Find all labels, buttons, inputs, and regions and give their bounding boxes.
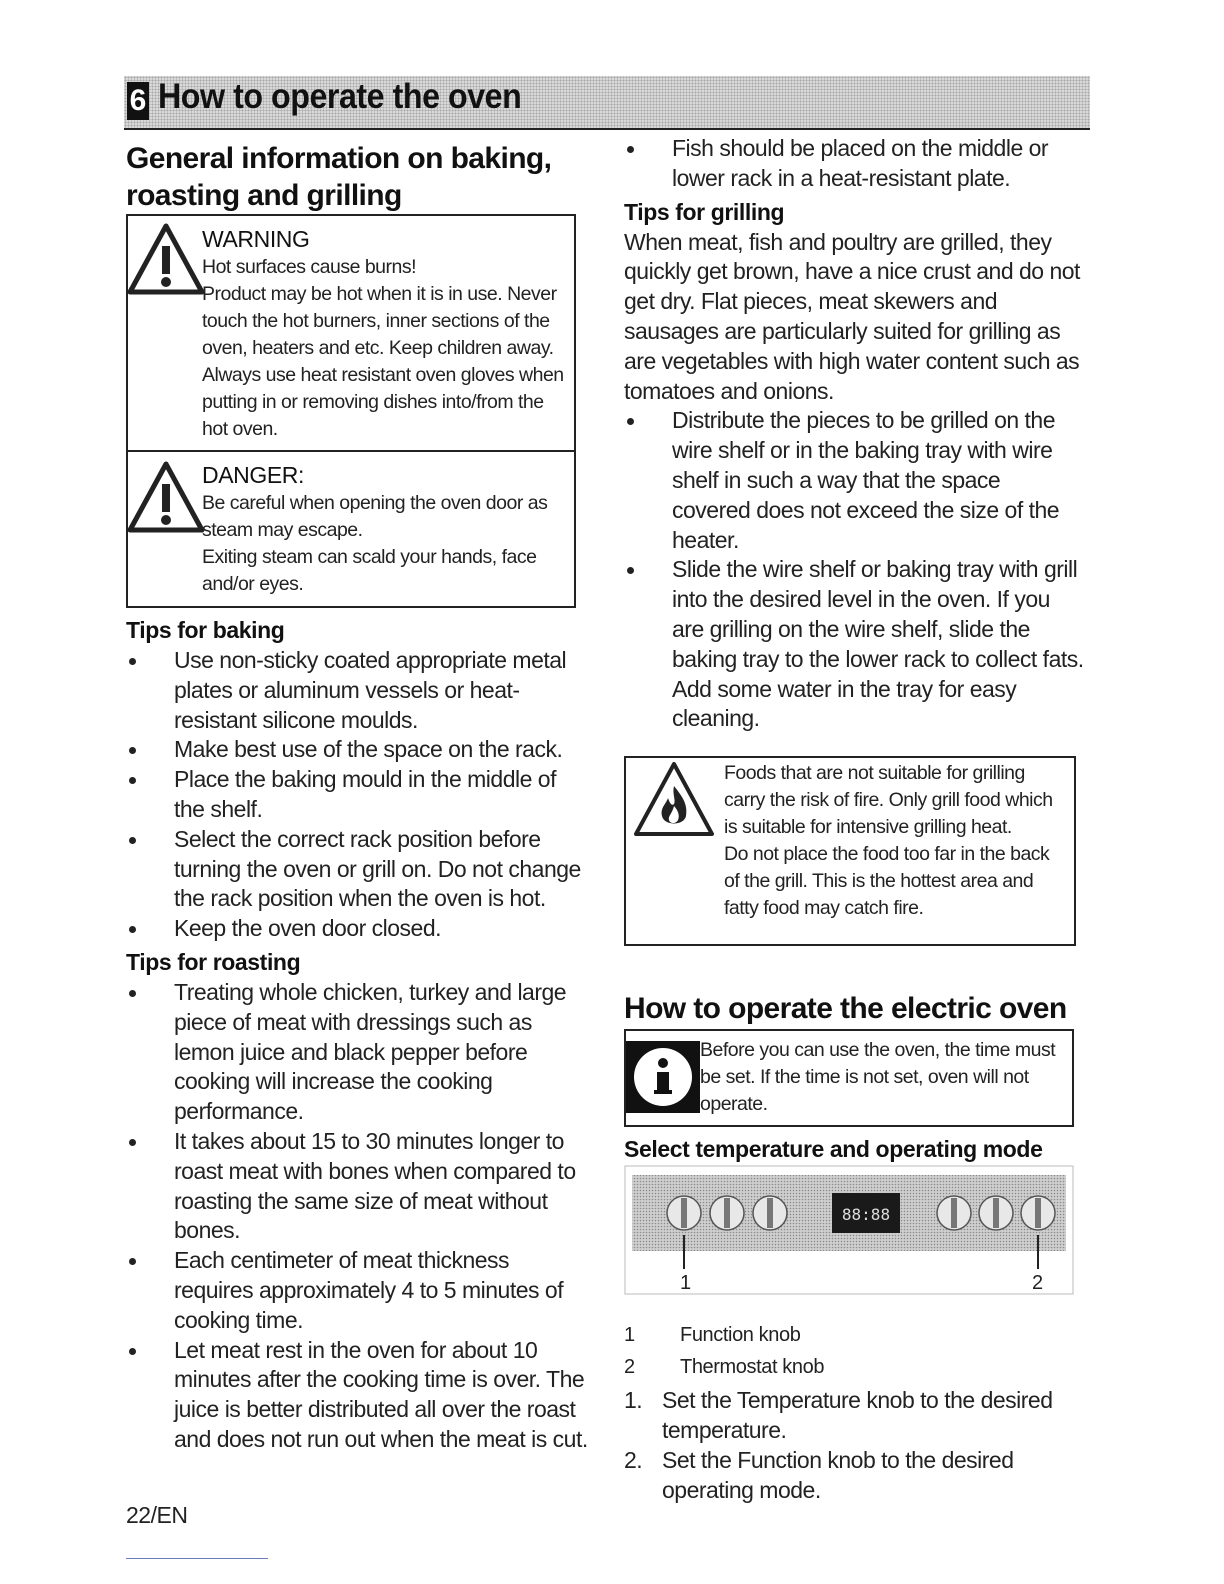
page-number: 22/EN bbox=[126, 1502, 188, 1528]
list-item: Each centimeter of meat thickness requires approximately 4 to 5 minutes of cooking time. bbox=[126, 1246, 592, 1335]
timer-display: 88:88 bbox=[841, 1205, 891, 1225]
tips-roasting-list bbox=[126, 978, 592, 1455]
danger-box bbox=[126, 452, 576, 608]
list-item: Distribute the pieces to be grilled on the wire shelf or in the baking tray with wire shelf in such a way that the space covered does not exceed the size of the heater. bbox=[624, 406, 1084, 555]
section-header bbox=[124, 76, 1090, 130]
select-heading: Select temperature and operating mode bbox=[624, 1136, 1043, 1163]
tips-grilling-heading: Tips for grilling bbox=[624, 198, 785, 225]
legend bbox=[624, 1319, 1084, 1383]
electric-oven-heading: How to operate the electric oven bbox=[624, 992, 1067, 1026]
tips-baking-list bbox=[126, 646, 592, 944]
tips-grilling-list bbox=[624, 406, 1084, 734]
danger-title: DANGER: bbox=[202, 462, 304, 488]
left-column bbox=[126, 140, 592, 1455]
step-item: 2. Set the Function knob to the desired operating mode. bbox=[624, 1447, 1014, 1504]
tips-grilling-intro: When meat, fish and poultry are grilled, they quickly get brown, have a nice crust and do not get dry. Flat pieces, meat skewers and sausages are particularly suited for grilling as are vegetables with high water content such as tomatoes and onions. bbox=[624, 228, 1080, 404]
list-item: It takes about 15 to 30 minutes longer to roast meat with bones when compared to roasting the same size of meat without bones. bbox=[126, 1127, 592, 1246]
section-title: How to operate the oven bbox=[158, 77, 522, 116]
footer-rule bbox=[126, 1558, 268, 1559]
warning-text: Product may be hot when it is in use. Never touch the hot burners, inner sections of the oven, heaters and etc. Keep children away. Always use heat resistant oven gloves when putting in or removing dishes into/from the hot oven. bbox=[202, 283, 564, 440]
knob-1 bbox=[667, 1196, 701, 1230]
fire-hazard-icon bbox=[632, 760, 716, 840]
control-panel-figure bbox=[624, 1165, 1074, 1295]
fish-list bbox=[624, 134, 1084, 194]
knob-3 bbox=[753, 1196, 787, 1230]
fire-warning-box bbox=[624, 756, 1076, 946]
general-info-heading: General information on baking, roasting and grilling bbox=[126, 142, 552, 212]
info-box bbox=[624, 1029, 1074, 1127]
knob-2 bbox=[710, 1196, 744, 1230]
list-item: Treating whole chicken, turkey and large piece of meat with dressings such as lemon juice and black pepper before cooking will increase the cooking performance. bbox=[126, 978, 592, 1127]
tips-baking-heading: Tips for baking bbox=[126, 617, 285, 643]
callout-1: 1 bbox=[680, 1272, 692, 1295]
list-item: Slide the wire shelf or baking tray with grill into the desired level in the oven. If you are grilling on the wire shelf, slide the baking tray to the lower rack to collect fats. Add some water in the tray for easy cleaning. bbox=[624, 555, 1084, 734]
knob-4 bbox=[937, 1196, 971, 1230]
list-item: Make best use of the space on the rack. bbox=[126, 735, 592, 765]
info-text: Before you can use the oven, the time must be set. If the time is not set, oven will not operate. bbox=[700, 1039, 1056, 1116]
list-item: Use non-sticky coated appropriate metal plates or aluminum vessels or heat-resistant silicone moulds. bbox=[126, 646, 592, 735]
section-number: 6 bbox=[127, 82, 149, 120]
list-item: Keep the oven door closed. bbox=[126, 914, 592, 944]
warning-title: WARNING bbox=[202, 226, 310, 252]
step-item: 1. Set the Temperature knob to the desired temperature. bbox=[624, 1387, 1053, 1444]
legend-row: 2 Thermostat knob bbox=[624, 1356, 825, 1379]
callout-2: 2 bbox=[1032, 1272, 1044, 1295]
legend-row: 1 Function knob bbox=[624, 1324, 801, 1347]
info-icon bbox=[626, 1041, 700, 1113]
tips-roasting-heading: Tips for roasting bbox=[126, 948, 301, 975]
warning-box bbox=[126, 214, 576, 452]
list-item: Let meat rest in the oven for about 10 minutes after the cooking time is over. The juice is better distributed all over the roast and does not run out when the meat is cut. bbox=[126, 1336, 592, 1455]
fire-text1: Foods that are not suitable for grilling carry the risk of fire. Only grill food which is suitable for intensive grilling heat. bbox=[724, 762, 1053, 839]
warning-line1: Hot surfaces cause burns! bbox=[202, 256, 417, 278]
danger-text1: Be careful when opening the oven door as steam may escape. bbox=[202, 492, 548, 541]
alert-group bbox=[126, 214, 576, 608]
steps-list bbox=[624, 1385, 1084, 1505]
fire-text2: Do not place the food too far in the back of the grill. This is the hottest area and fatty food may catch fire. bbox=[724, 843, 1050, 920]
control-panel-image bbox=[624, 1165, 1074, 1295]
warning-triangle-icon bbox=[126, 222, 206, 298]
knob-5 bbox=[979, 1196, 1013, 1230]
knob-6 bbox=[1021, 1196, 1055, 1230]
list-item: Fish should be placed on the middle or lower rack in a heat-resistant plate. bbox=[624, 134, 1084, 194]
danger-triangle-icon bbox=[126, 460, 206, 536]
danger-text2: Exiting steam can scald your hands, face and/or eyes. bbox=[202, 546, 537, 595]
list-item: Place the baking mould in the middle of the shelf. bbox=[126, 765, 592, 825]
list-item: Select the correct rack position before turning the oven or grill on. Do not change the rack position when the oven is hot. bbox=[126, 825, 592, 914]
right-column bbox=[624, 134, 1084, 1505]
